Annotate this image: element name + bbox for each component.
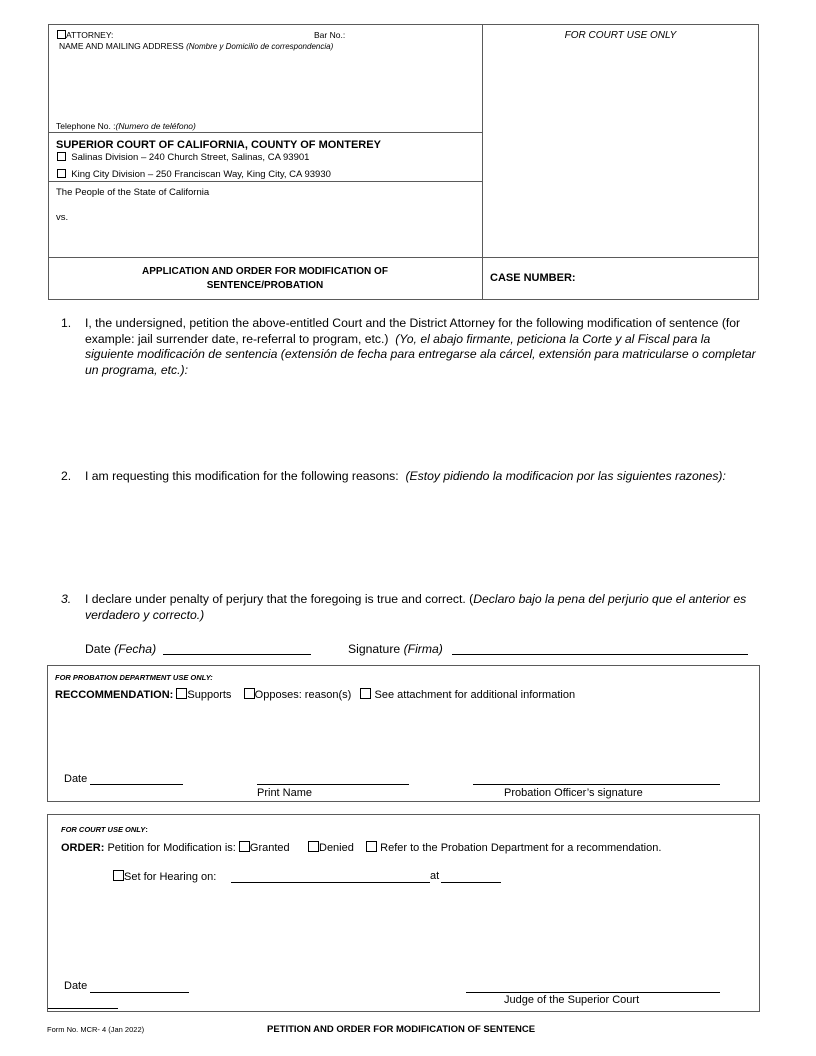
name-address-es: (Nombre y Domicilio de correspondencia): [186, 42, 334, 51]
item2-text: [85, 469, 761, 485]
telephone-label: Telephone No. :: [56, 121, 116, 131]
denied-label: Denied: [319, 842, 354, 854]
attachment-checkbox[interactable]: [360, 688, 371, 699]
king-city-division-label: King City Division – 250 Franciscan Way, King City, CA 93930: [71, 169, 331, 180]
order-row: [61, 841, 661, 854]
probation-date-field[interactable]: [90, 784, 183, 785]
king-city-division-option[interactable]: [57, 169, 331, 180]
item1-number: 1.: [61, 316, 72, 330]
court-heading: FOR COURT USE ONLY:: [61, 825, 148, 834]
case-number-label: CASE NUMBER:: [490, 272, 576, 284]
hearing-row: [113, 870, 216, 883]
hearing-checkbox[interactable]: [113, 870, 124, 881]
court-use-only-label: FOR COURT USE ONLY: [564, 30, 677, 41]
item1-es: (Yo, el abajo firmante, peticiona la Corte y al Fiscal para la siguiente modificación de sentencia (extensión de fecha para entregarse ala cárcel, extensión para matricularse o completar un programa, etc.):: [85, 331, 756, 377]
court-date-field[interactable]: [90, 992, 189, 993]
refer-label: Refer to the Probation Department for a recommendation.: [380, 842, 662, 854]
item2-es: (Estoy pidiendo la modificacion por las siguientes razones):: [405, 469, 726, 483]
applicant-signature-field[interactable]: [452, 654, 748, 655]
denied-checkbox[interactable]: [308, 841, 319, 852]
at-label: at: [430, 870, 440, 882]
king-city-checkbox[interactable]: [57, 169, 66, 178]
item3-number: 3.: [61, 592, 72, 606]
opposes-checkbox[interactable]: [244, 688, 255, 699]
people-label: The People of the State of California: [56, 187, 210, 198]
print-name-label: Print Name: [257, 787, 313, 799]
opposes-label: Opposes: reason(s): [254, 689, 352, 701]
recommendation-label: RECCOMMENDATION:: [55, 689, 174, 701]
probation-section: [47, 665, 760, 802]
item3-text: [85, 592, 761, 623]
applicant-signature-label: Signature (Firma): [348, 642, 443, 656]
name-address-row: [59, 41, 333, 51]
granted-checkbox[interactable]: [239, 841, 250, 852]
item2-number: 2.: [61, 469, 72, 483]
supports-label: Supports: [187, 689, 232, 701]
item3-es: Declaro bajo la pena del perjurio que el anterior es verdadero y correcto.): [85, 592, 747, 622]
attachment-label: See attachment for additional information: [374, 689, 576, 701]
attorney-checkbox[interactable]: [57, 30, 66, 39]
applicant-date-field[interactable]: [163, 654, 311, 655]
court-name: SUPERIOR COURT OF CALIFORNIA, COUNTY OF MONTEREY: [56, 139, 381, 151]
court-date-label: Date: [64, 980, 88, 992]
judge-signature-field[interactable]: [466, 992, 720, 993]
judge-label: Judge of the Superior Court: [504, 994, 640, 1006]
attorney-row: [57, 30, 113, 40]
salinas-division-option[interactable]: [57, 152, 309, 163]
print-name-field[interactable]: [257, 784, 409, 785]
bar-no-label: Bar No.:: [314, 30, 346, 40]
officer-signature-label: Probation Officer’s signature: [504, 787, 643, 799]
hearing-date-field[interactable]: [231, 882, 430, 883]
officer-signature-field[interactable]: [473, 784, 720, 785]
applicant-date-label: Date (Fecha): [85, 642, 157, 656]
order-label: ORDER:: [61, 842, 105, 854]
salinas-checkbox[interactable]: [57, 152, 66, 161]
petition-label: Petition for Modification is:: [107, 842, 236, 854]
telephone-es: (Numero de teléfono): [115, 121, 196, 131]
form-title: [48, 265, 482, 292]
hearing-label: Set for Hearing on:: [124, 871, 217, 883]
name-address-label: NAME AND MAILING ADDRESS: [59, 41, 184, 51]
hearing-time-field[interactable]: [441, 882, 501, 883]
footer-title: PETITION AND ORDER FOR MODIFICATION OF SENTENCE: [267, 1024, 536, 1035]
refer-checkbox[interactable]: [366, 841, 377, 852]
form-title-line2: SENTENCE/PROBATION: [206, 279, 324, 291]
attorney-label: ATTORNEY:: [66, 30, 114, 40]
probation-heading: FOR PROBATION DEPARTMENT USE ONLY:: [55, 673, 213, 682]
granted-label: Granted: [249, 842, 290, 854]
supports-checkbox[interactable]: [176, 688, 187, 699]
form-number: Form No. MCR- 4 (Jan 2022): [47, 1025, 145, 1034]
item1-en: I, the undersigned, petition the above-entitled Court and the District Attorney for the following modification of sentence (for example: jail surrender date, re-referral to program, etc.): [85, 316, 741, 346]
vs-label: vs.: [56, 212, 69, 223]
item1-text: [85, 316, 761, 378]
form-title-line1: APPLICATION AND ORDER FOR MODIFICATION OF: [142, 266, 388, 277]
probation-date-label: Date: [64, 773, 88, 785]
item2-en: I am requesting this modification for the following reasons:: [85, 469, 399, 483]
item3-en: I declare under penalty of perjury that the foregoing is true and correct. (: [85, 592, 474, 606]
salinas-division-label: Salinas Division – 240 Church Street, Salinas, CA 93901: [71, 152, 310, 163]
telephone-row: [56, 121, 196, 131]
recommendation-row: [55, 688, 575, 701]
